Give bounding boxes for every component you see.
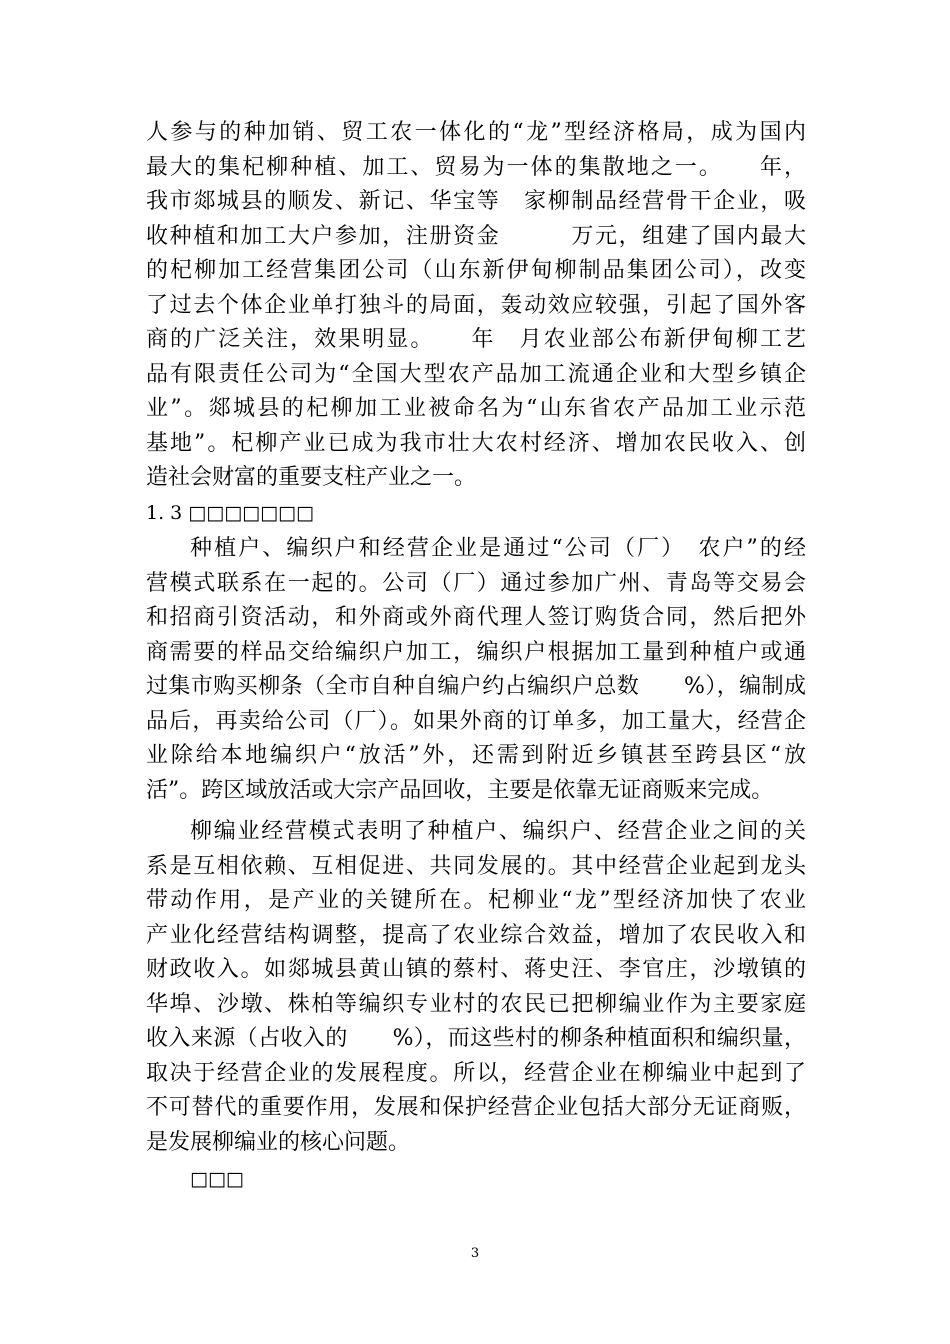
text-line: 过集市购买柳条（全市自种自编户约占编织户总数 %），编制成 [146, 674, 806, 699]
text-line: 品有限责任公司为“全国大型农产品加工流通企业和大型乡镇企 [146, 361, 806, 387]
text-line: 的杞柳加工经营集团公司（山东新伊甸柳制品集团公司），改变 [146, 258, 806, 283]
text-line: 基地”。杞柳产业已成为我市壮大农村经济、增加农民收入、创 [146, 430, 806, 456]
trailing-glyphs: □□□ [190, 1168, 244, 1190]
text-line: 造社会财富的重要支柱产业之一。 [146, 465, 477, 490]
page-number: 3 [470, 1246, 480, 1261]
text-line: 华埠、沙墩、株柏等编织专业村的农民已把柳编业作为主要家庭 [146, 991, 806, 1017]
text-line: 营模式联系在一起的。公司（厂）通过参加广州、青岛等交易会 [146, 570, 806, 596]
text-line: 柳编业经营模式表明了种植户、编织户、经营企业之间的关 [190, 819, 806, 844]
text-line: 最大的集杞柳种植、加工、贸易为一体的集散地之一。 年， [146, 154, 806, 180]
text-line: 我市郯城县的顺发、新记、华宝等 家柳制品经营骨干企业，吸 [146, 189, 806, 214]
text-line: 收入来源（占收入的 %），而这些村的柳条种植面积和编织量， [146, 1026, 806, 1051]
text-line: 品后，再卖给公司（厂）。如果外商的订单多，加工量大，经营企 [146, 708, 806, 734]
text-line: 是发展柳编业的核心问题。 [146, 1129, 411, 1155]
text-line: 不可替代的重要作用，发展和保护经营企业包括大部分无证商贩， [146, 1095, 806, 1120]
paragraph-1 [146, 116, 806, 496]
text-line: 活”。跨区域放活或大宗产品回收，主要是依靠无证商贩来完成。 [146, 777, 774, 803]
text-line: 业除给本地编织户“放活”外，还需到附近乡镇甚至跨县区“放 [146, 743, 806, 768]
text-line: 系是互相依赖、互相促进、共同发展的。其中经营企业起到龙头 [146, 853, 806, 879]
text-line: 和招商引资活动，和外商或外商代理人签订购货合同，然后把外 [146, 605, 806, 630]
text-line: 了过去个体企业单打独斗的局面，轰动效应较强，引起了国外客 [146, 292, 806, 318]
text-line: 种植户、编织户和经营企业是通过“公司（厂） 农户”的经 [190, 536, 806, 561]
text-line: 带动作用，是产业的关键所在。杞柳业“龙”型经济加快了农业 [146, 888, 806, 913]
text-line: 商的广泛关注，效果明显。 年 月农业部公布新伊甸柳工艺 [146, 327, 806, 352]
text-line: 取决于经营企业的发展程度。所以，经营企业在柳编业中起到了 [146, 1060, 806, 1086]
paragraph-3 [146, 815, 806, 1160]
text-line: 产业化经营结构调整，提高了农业综合效益，增加了农民收入和 [146, 922, 806, 948]
text-line: 业”。郯城县的杞柳加工业被命名为“山东省农产品加工业示范 [146, 396, 806, 421]
text-line: 商需要的样品交给编织户加工，编织户根据加工量到种植户或通 [146, 639, 806, 665]
text-line: 收种植和加工大户参加，注册资金 万元，组建了国内最大 [146, 223, 806, 249]
paragraph-2 [146, 532, 806, 808]
text-line: 财政收入。如郯城县黄山镇的蔡村、蒋史汪、李官庄，沙墩镇的 [146, 957, 806, 982]
section-heading: 1. 3 □□□□□□□ [146, 502, 314, 524]
text-line: 人参与的种加销、贸工农一体化的“龙”型经济格局，成为国内 [146, 120, 806, 145]
